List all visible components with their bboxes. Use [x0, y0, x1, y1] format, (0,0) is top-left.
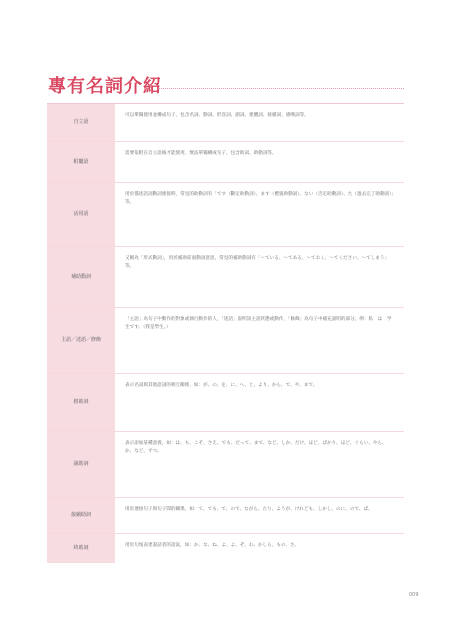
term-cell: 副助詞 [47, 432, 115, 497]
term-cell: 活用語 [47, 183, 115, 246]
term-cell: 格助詞 [47, 374, 115, 431]
table-row [47, 247, 404, 308]
page-title: 專有名詞介紹 [48, 76, 162, 97]
table-row [47, 498, 404, 534]
definition-cell: 用於連接句子與句子間的關係，如：て、ても、で、ので、ながら、たり、ようが、けれども、しかし、のに、ので、ば。 [115, 498, 404, 533]
term-cell: 自立語 [47, 104, 115, 141]
table-row [47, 104, 404, 142]
table-row [47, 183, 404, 247]
table-row [47, 308, 404, 374]
table-row [47, 432, 404, 498]
definition-cell: 「主語」為句子中動作的對象或執行動作的人，「述語」說明該主語狀態或動作，「修飾」為句子中補充說明的部分。例：私 は 学生です。（我是學生。） [115, 308, 404, 373]
term-cell: 接續助詞 [47, 498, 115, 533]
terms-table [47, 103, 404, 563]
term-cell: 附屬語 [47, 142, 115, 182]
definition-cell: 又稱為「形式動詞」，用於補助前面動詞意思，常見的補助動詞有「～ている、～てある、～ておく、～てください、～てしまう」等。 [115, 247, 404, 307]
page-number: 009 [409, 592, 419, 598]
term-cell: 終助詞 [47, 534, 115, 563]
definition-cell: 表示名詞與其他語詞的相互關係，如：が、の、を、に、へ、と、より、から、で、や、まで。 [115, 374, 404, 431]
table-row [47, 534, 404, 563]
term-cell: 補助動詞 [47, 247, 115, 307]
definition-cell: 需要依附在自立語後才能使用，無法單獨構成句子，包含助詞、助動詞等。 [115, 142, 404, 182]
definition-cell: 表示添加某種意義，如：は、も、こそ、さえ、でも、だって、まで、など、しか、だけ、ほど、ばかり、ほど、ぐらい、やら、か、など、ずつ。 [115, 432, 404, 497]
definition-cell: 用於句尾表達說話者的語氣，如：か、な、ね、よ、よ、ぞ、わ、かしら、もの、さ。 [115, 534, 404, 563]
term-cell: 主語／述語／修飾 [47, 308, 115, 373]
table-row [47, 374, 404, 432]
table-row [47, 142, 404, 183]
definition-cell: 可以單獨使用並構成句子，包含名詞、動詞、形容詞、副詞、連體詞、接續詞、感嘆詞等。 [115, 104, 404, 141]
definition-cell: 用於描述語詞動詞連接時，常見的助動詞有「です（斷定助動詞）、ます（禮貌助動詞）、ない（否定助動詞）、た（過去完了助動詞）」等。 [115, 183, 404, 246]
title-divider [158, 88, 404, 89]
